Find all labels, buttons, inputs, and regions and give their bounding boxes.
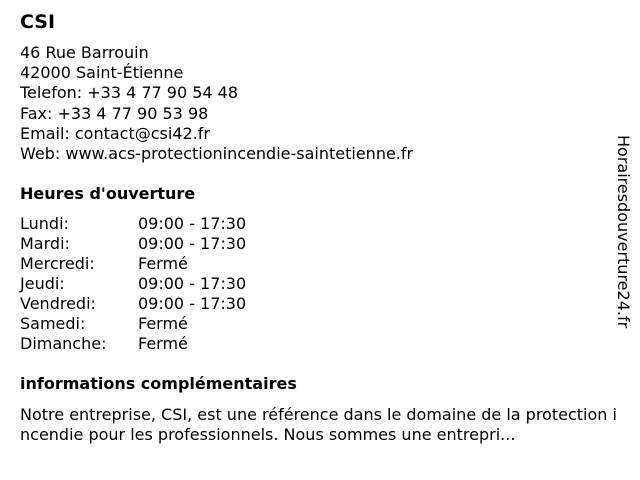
day-label: Jeudi: bbox=[20, 274, 65, 293]
contact-block bbox=[20, 43, 413, 164]
company-name: CSI bbox=[20, 11, 56, 33]
day-label: Mardi: bbox=[20, 234, 70, 253]
day-hours: Fermé bbox=[138, 254, 188, 273]
hours-row-monday bbox=[20, 214, 246, 234]
watermark-label: Horairesdouverture24.fr bbox=[614, 135, 633, 329]
email-address[interactable]: Email: contact@csi42.fr bbox=[20, 123, 210, 143]
hours-row-friday bbox=[20, 294, 246, 314]
day-hours: Fermé bbox=[138, 334, 188, 353]
day-hours: 09:00 - 17:30 bbox=[138, 294, 247, 313]
street-address: 46 Rue Barrouin bbox=[20, 43, 149, 62]
hours-row-thursday bbox=[20, 274, 246, 294]
day-hours: Fermé bbox=[138, 314, 188, 333]
day-label: Samedi: bbox=[20, 314, 86, 333]
phone-number[interactable]: Telefon: +33 4 77 90 54 48 bbox=[20, 83, 239, 103]
company-description: Notre entreprise, CSI, est une référence dans le domaine de la protection incendie pour les professionnels. Nous sommes une entrepri... bbox=[20, 405, 617, 444]
city-address: 42000 Saint-Étienne bbox=[20, 63, 184, 83]
hours-row-wednesday bbox=[20, 254, 246, 274]
hours-row-tuesday bbox=[20, 234, 246, 254]
day-label: Mercredi: bbox=[20, 254, 95, 273]
day-hours: 09:00 - 17:30 bbox=[138, 274, 247, 293]
opening-hours-heading: Heures d'ouverture bbox=[20, 184, 196, 203]
additional-info-heading: informations complémentaires bbox=[20, 374, 297, 393]
day-label: Lundi: bbox=[20, 214, 69, 233]
hours-row-saturday bbox=[20, 314, 246, 334]
website-url[interactable]: Web: www.acs-protectionincendie-saintetienne.fr bbox=[20, 143, 414, 163]
day-label: Dimanche: bbox=[20, 334, 107, 353]
opening-hours-list bbox=[20, 214, 246, 354]
day-hours: 09:00 - 17:30 bbox=[138, 214, 247, 233]
day-label: Vendredi: bbox=[20, 294, 96, 313]
day-hours: 09:00 - 17:30 bbox=[138, 234, 247, 253]
hours-row-sunday bbox=[20, 334, 246, 354]
fax-number: Fax: +33 4 77 90 53 98 bbox=[20, 103, 209, 123]
